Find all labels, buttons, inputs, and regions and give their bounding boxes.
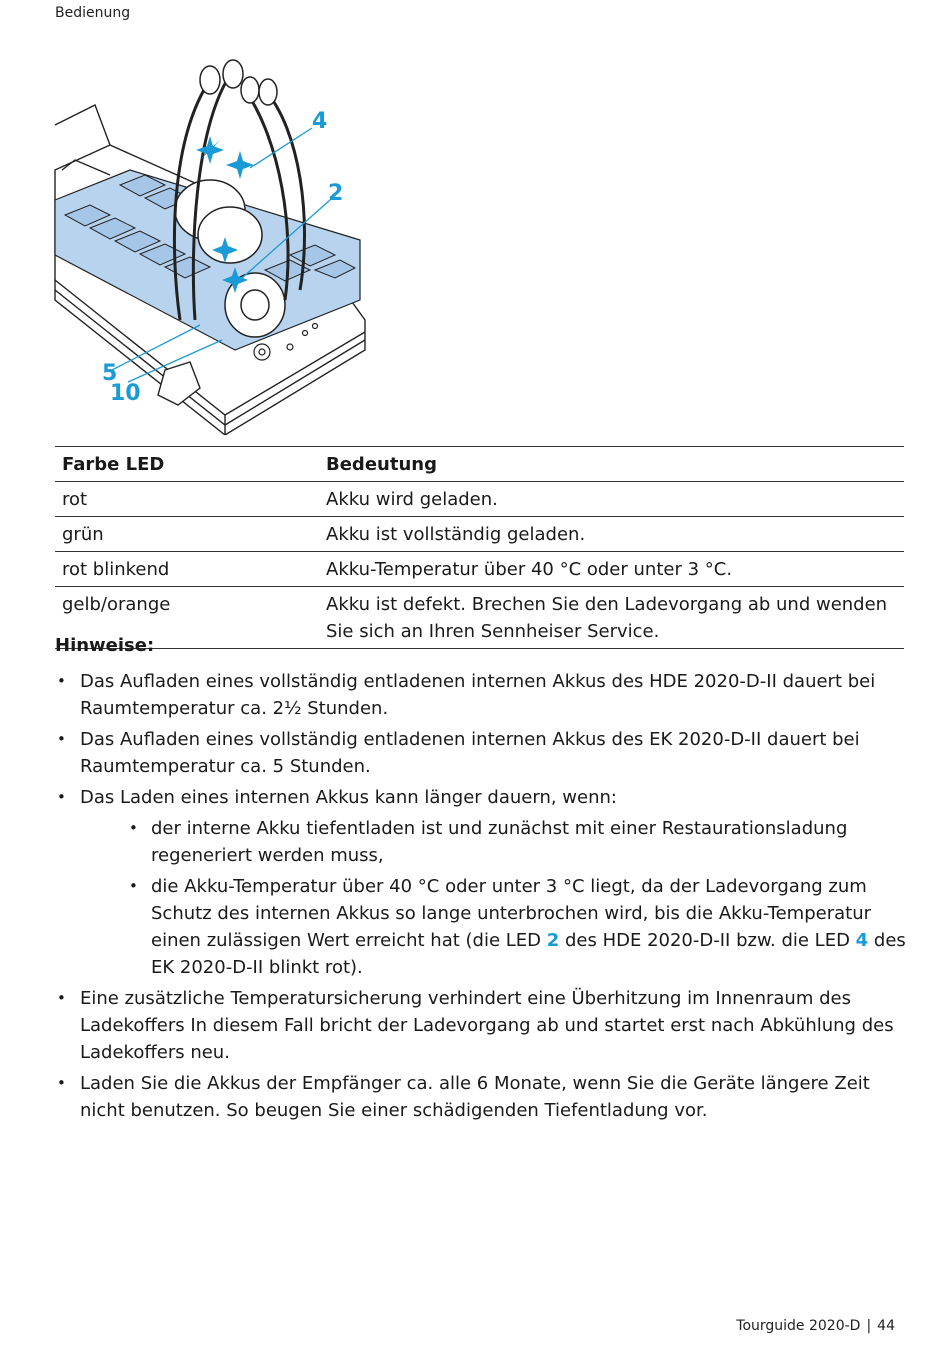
callout-10: 10 — [110, 381, 141, 406]
led-meaning-cell: Akku wird geladen. — [319, 482, 904, 517]
list-item — [55, 726, 915, 780]
sub-note-text-part3: des EK 2020-D-II blinkt rot). — [151, 930, 906, 978]
led-meaning-cell: Akku-Temperatur über 40 °C oder unter 3 °C. — [319, 552, 904, 587]
led-status-table — [55, 446, 904, 649]
led-color-cell: grün — [55, 517, 319, 552]
sub-note-text: der interne Akku tiefentladen ist und zunächst mit einer Restaurationsladung regeneriert werden muss, — [151, 818, 848, 866]
led-reference-2: 2 — [546, 930, 560, 951]
callout-2: 2 — [328, 181, 344, 206]
note-text: Das Aufladen eines vollständig entladenen internen Akkus des HDE 2020-D-II dauert bei Raumtemperatur ca. 2½ Stunden. — [80, 671, 876, 719]
note-text: Laden Sie die Akkus der Empfänger ca. alle 6 Monate, wenn Sie die Geräte längere Zeit nicht benutzen. So beugen Sie einer schädigenden Tiefentladung vor. — [80, 1073, 870, 1121]
footer-doc-title: Tourguide 2020-D — [736, 1318, 861, 1334]
table-row — [55, 587, 904, 649]
led-color-cell: rot blinkend — [55, 552, 319, 587]
table-header-row — [55, 447, 904, 482]
footer-page-number: 44 — [877, 1318, 895, 1334]
led-color-cell: gelb/orange — [55, 587, 319, 649]
list-item — [55, 668, 915, 722]
list-item — [55, 784, 915, 981]
notes-list — [55, 668, 915, 1128]
callout-4: 4 — [312, 109, 328, 134]
sub-note-text-part2: des HDE 2020-D-II bzw. die LED — [559, 930, 856, 951]
led-meaning-cell: Akku ist vollständig geladen. — [319, 517, 904, 552]
led-meaning-cell: Akku ist defekt. Brechen Sie den Ladevorgang ab und wenden Sie sich an Ihren Sennheiser Service. — [319, 587, 904, 649]
list-item — [55, 1070, 915, 1124]
column-header-color: Farbe LED — [55, 447, 319, 482]
notes-sublist — [80, 815, 915, 981]
notes-heading: Hinweise: — [55, 635, 155, 656]
led-color-cell: rot — [55, 482, 319, 517]
note-text: Das Laden eines internen Akkus kann länger dauern, wenn: — [80, 787, 617, 808]
table-row — [55, 552, 904, 587]
callout-5: 5 — [102, 361, 118, 386]
page-footer — [736, 1318, 895, 1334]
note-text: Eine zusätzliche Temperatursicherung verhindert eine Überhitzung im Innenraum des Ladekoffers In diesem Fall bricht der Ladevorgang ab und startet erst nach Abkühlung des Ladekoffers neu. — [80, 988, 894, 1063]
footer-separator: | — [866, 1318, 872, 1334]
list-item — [55, 985, 915, 1066]
sub-note-text-part1: die Akku-Temperatur über 40 °C oder unter 3 °C liegt, da der Ladevorgang zum Schutz des internen Akkus so lange unterbrochen wird, bis die Akku-Temperatur einen zulässigen Wert erreicht hat (die LED — [151, 876, 872, 951]
table-row — [55, 482, 904, 517]
sub-list-item — [80, 815, 915, 869]
column-header-meaning: Bedeutung — [319, 447, 904, 482]
charger-illustration — [50, 50, 370, 435]
table-row — [55, 517, 904, 552]
led-reference-4: 4 — [855, 930, 869, 951]
note-text: Das Aufladen eines vollständig entladenen internen Akkus des EK 2020-D-II dauert bei Raumtemperatur ca. 5 Stunden. — [80, 729, 860, 777]
sub-list-item — [80, 873, 915, 981]
page-header-section: Bedienung — [55, 5, 131, 21]
